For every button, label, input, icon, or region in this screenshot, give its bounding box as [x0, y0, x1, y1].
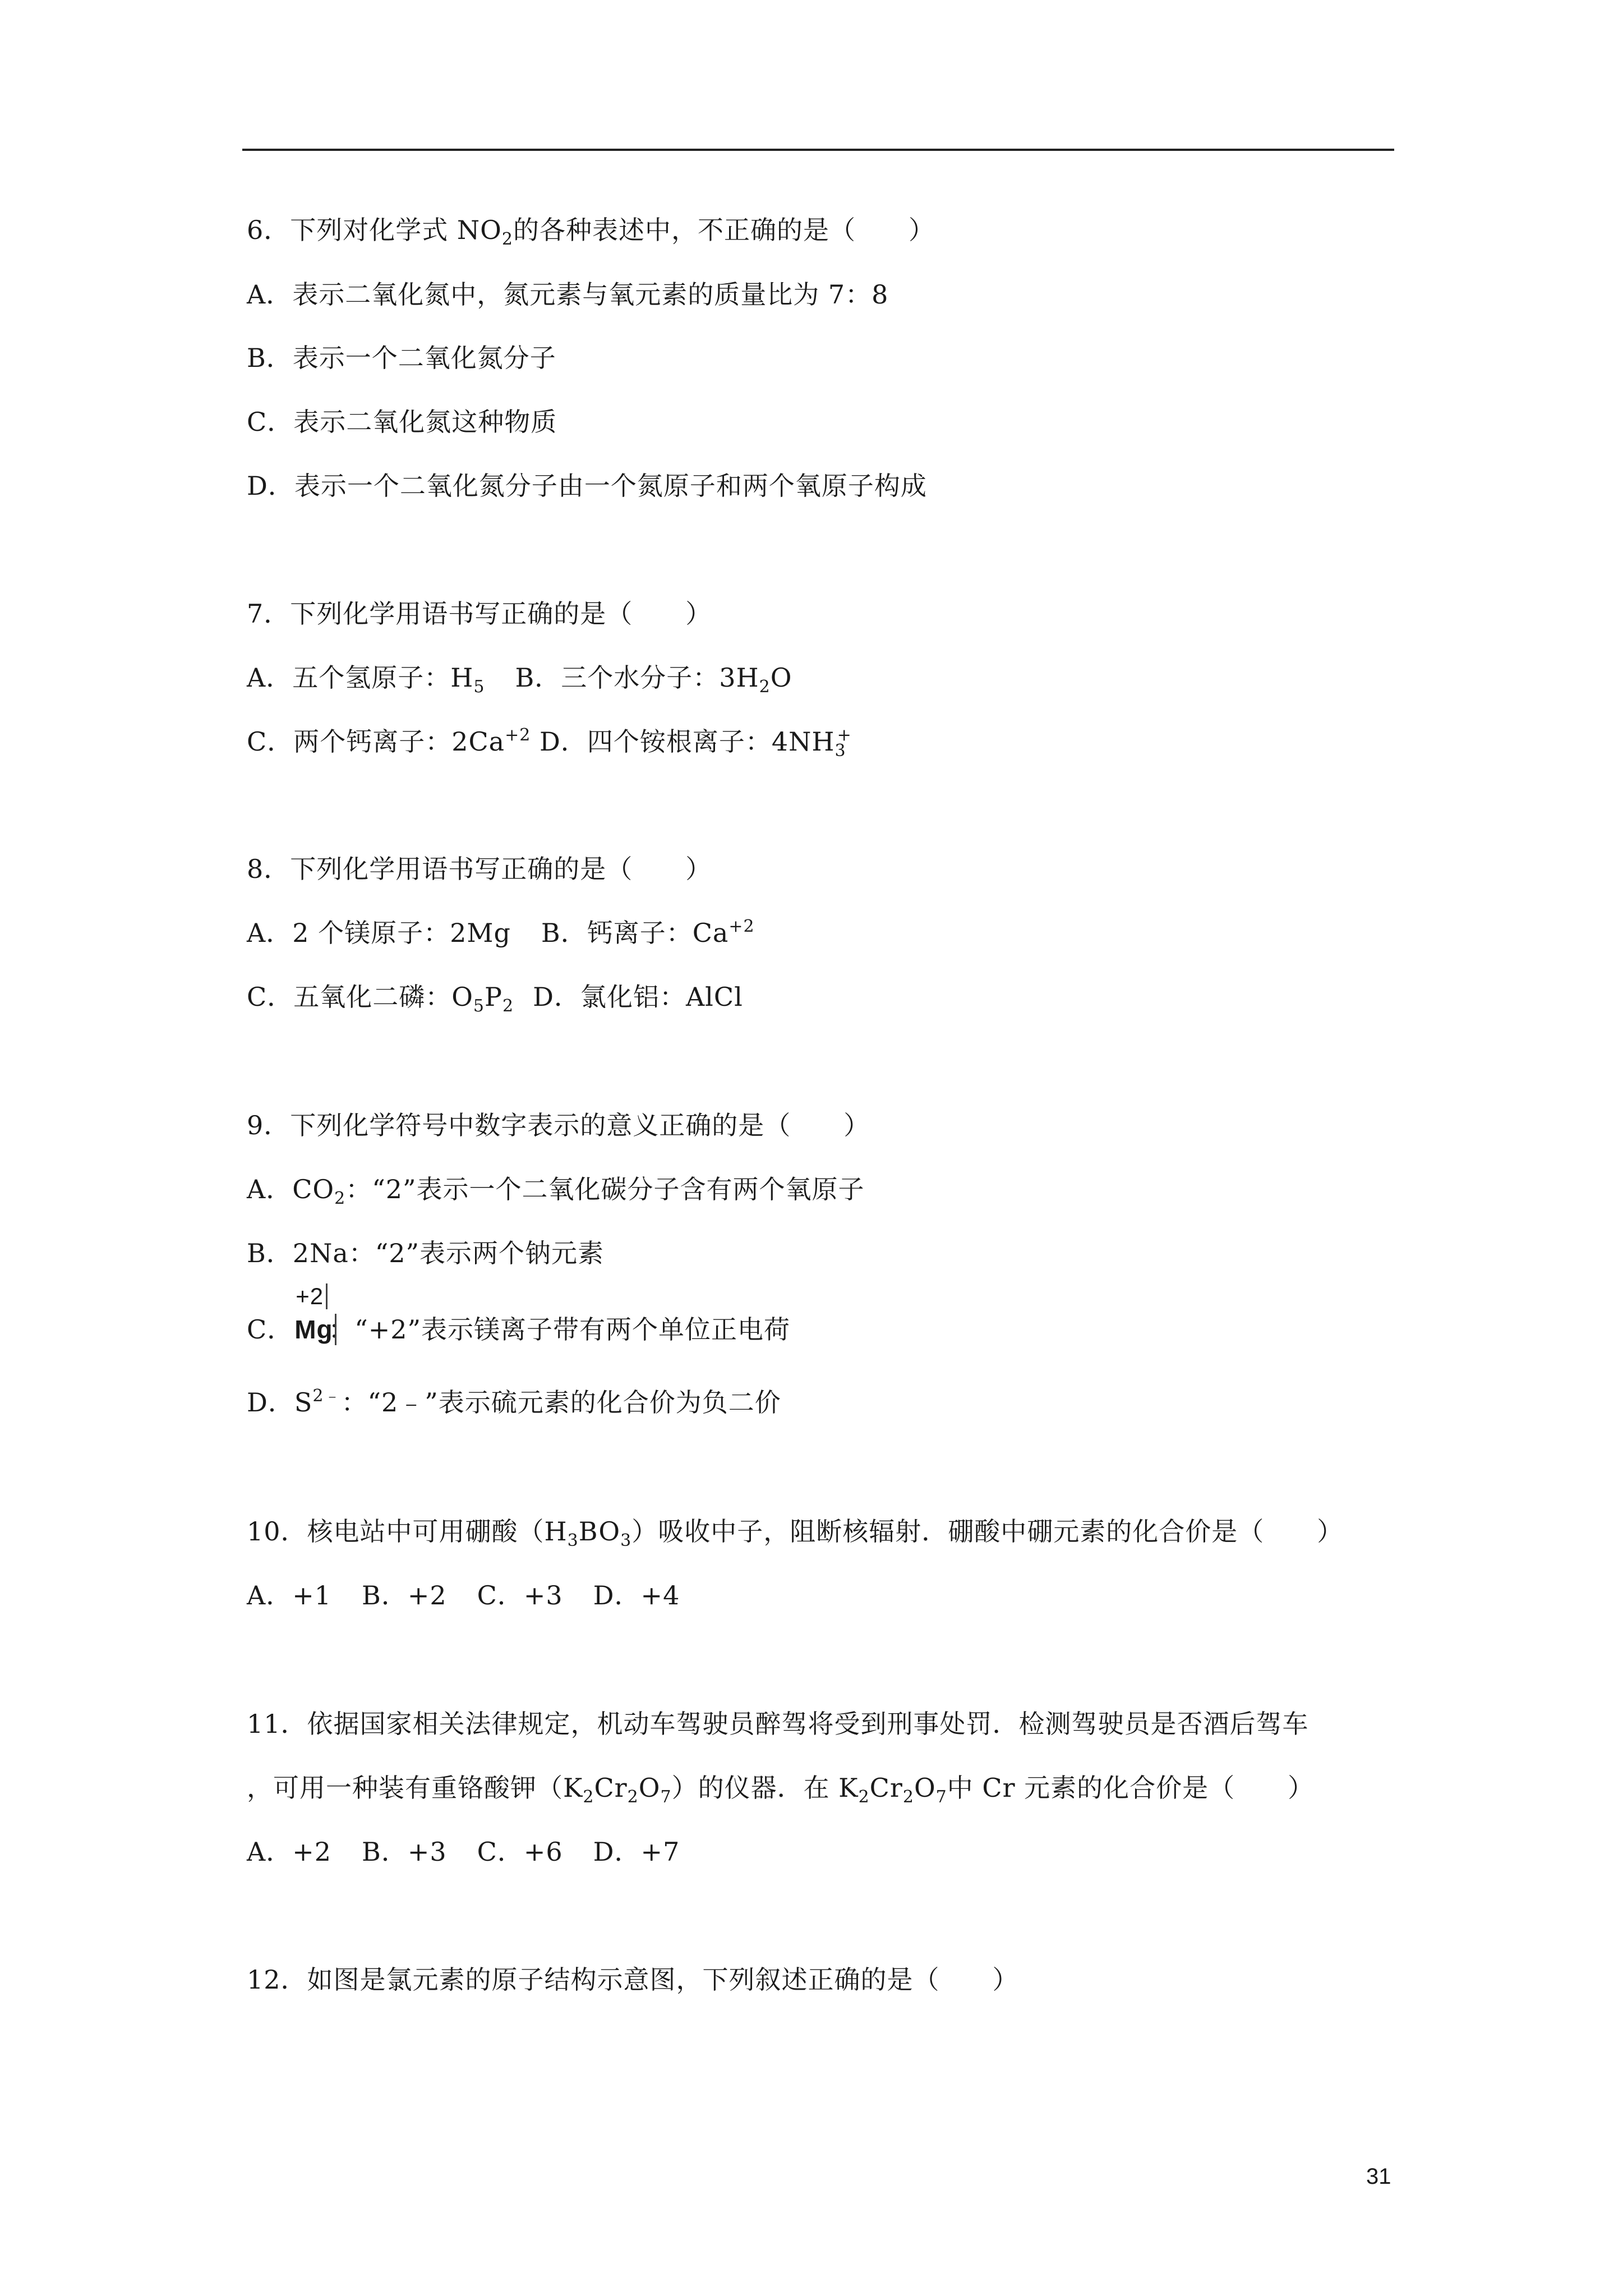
- header-rule: [242, 149, 1394, 151]
- q8-options-ab: [247, 916, 755, 950]
- q9-option-a: A．$CO_2$：“2”表示一个二氧化碳分子含有两个氧原子: [247, 1174, 865, 1208]
- q10-stem: 10．核电站中可用硼酸$(H_3BO_3)$吸收中子，阻断核辐射．硼酸中硼元素的化合价是（ ）: [247, 1516, 1344, 1550]
- q9-option-b: B．2Na：“2”表示两个钠元素: [247, 1238, 605, 1268]
- page-number: 31: [1366, 2164, 1391, 2189]
- q6-stem: 6．下列对化学式 $NO_2$的各种表述中，不正确的是（ ）: [247, 215, 935, 249]
- q9-option-d: D．$S^{2﹣}$：“2﹣”表示硫元素的化合价为负二价: [247, 1386, 781, 1418]
- q7-options-ab: [247, 661, 792, 697]
- q10-option-a: A．+1: [247, 1580, 332, 1611]
- q7-stem: 7．下列化学用语书写正确的是（ ）: [247, 599, 712, 629]
- q10-option-b: B．+2: [362, 1580, 447, 1611]
- q7-options-cd: [247, 725, 852, 761]
- q6-option-a: A．表示二氧化氮中，氮元素与氧元素的质量比为 7：8: [247, 279, 889, 310]
- q9-stem: 9．下列化学符号中数字表示的意义正确的是（ ）: [247, 1110, 870, 1140]
- q8-option-a: A．2 个镁原子：2Mg: [247, 918, 511, 948]
- q10-option-c: C．+3: [477, 1580, 563, 1611]
- q12-stem: 12．如图是氯元素的原子结构示意图，下列叙述正确的是（ ）: [247, 1964, 1019, 1995]
- q8-option-b: B．钙离子：$Ca^{+2}$: [541, 917, 755, 948]
- q9-option-c: C． +2 Mg ：“+2”表示镁离子带有两个单位正电荷: [247, 1313, 790, 1346]
- q11-options: [247, 1835, 680, 1869]
- q11-stem-line1: 11．依据国家相关法律规定，机动车驾驶员醉驾将受到刑事处罚．检测驾驶员是否酒后驾车: [247, 1709, 1309, 1739]
- q8-option-c: C．五氧化二磷：$O_5P_2$: [247, 982, 514, 1016]
- q11-stem-line2: ，可用一种装有重铬酸钾$(K_2Cr_2O_7)$的仪器．在 $K_2Cr_2O_7$中 Cr 元素的化合价是（ ）: [247, 1773, 1315, 1807]
- q7-option-a: A．五个氢原子：$H_5$: [247, 662, 485, 697]
- q7-option-b: B．三个水分子：$3H_2O$: [515, 662, 792, 697]
- q8-option-d: D．氯化铝：AlCl: [533, 982, 743, 1012]
- q11-option-b: B．+3: [362, 1837, 447, 1867]
- q6-option-c: C．表示二氧化氮这种物质: [247, 407, 557, 437]
- q8-options-cd: [247, 980, 743, 1014]
- q11-option-d: D．+7: [593, 1837, 680, 1867]
- q10-options: [247, 1579, 680, 1612]
- q11-option-c: C．+6: [477, 1837, 563, 1867]
- q6-option-d: D．表示一个二氧化氮分子由一个氮原子和两个氧原子构成: [247, 471, 927, 501]
- q10-option-d: D．+4: [593, 1580, 680, 1611]
- q8-stem: 8．下列化学用语书写正确的是（ ）: [247, 854, 712, 884]
- q7-option-c: C．两个钙离子：$2Ca^{+2}$: [247, 725, 531, 757]
- q6-option-b: B．表示一个二氧化氮分子: [247, 343, 556, 373]
- mg-valence-image: +2 Mg: [293, 1313, 328, 1346]
- q11-option-a: A．+2: [247, 1837, 332, 1867]
- q7-option-d: D．四个铵根离子：$4NH_3^+$: [539, 725, 852, 761]
